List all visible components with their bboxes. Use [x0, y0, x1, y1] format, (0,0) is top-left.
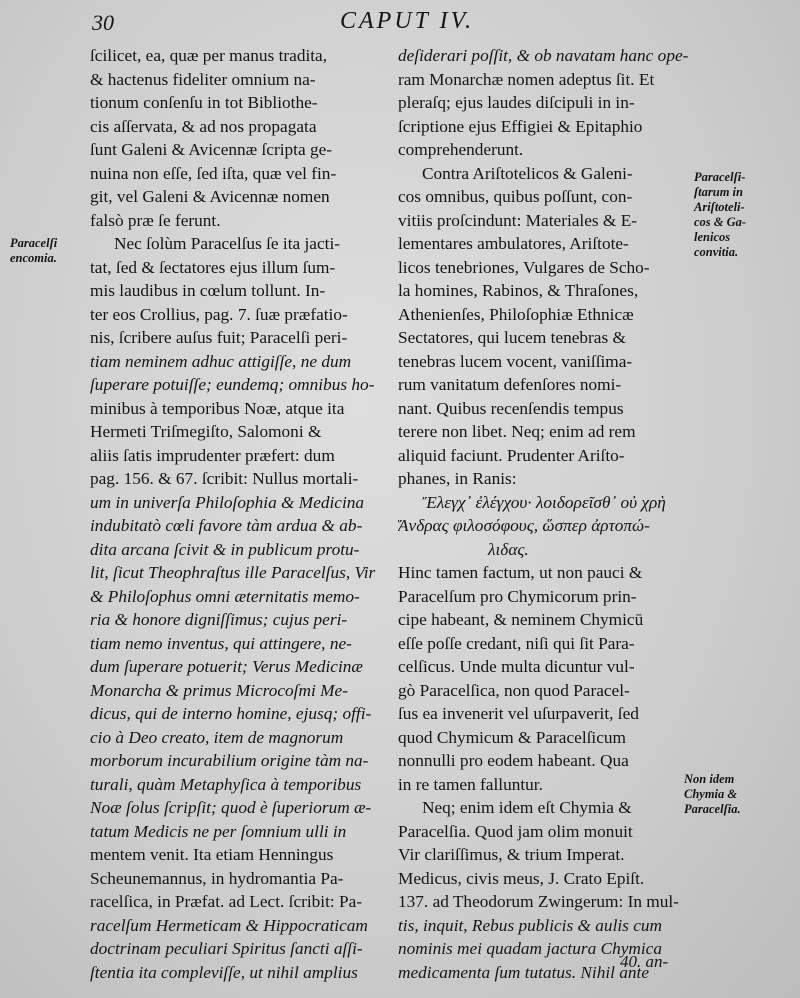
text-line: Paracelſia. Quod jam olim monuit — [398, 821, 633, 841]
text-line: Noæ ſolus ſcripſit; quod è ſuperiorum æ- — [90, 798, 372, 817]
text-line: medicamenta ſum tutatus. Nihil ante — [398, 962, 650, 982]
page-number: 30 — [92, 10, 114, 35]
text-line: pag. 156. & 67. ſcribit: Nullus mortali- — [90, 469, 359, 488]
text-line: Nec ſolùm Paracelſus ſe ita jacti- — [114, 234, 341, 253]
text-line: cio à Deo creato, item de magnorum — [90, 727, 344, 747]
text-line: terere non libet. Neq; enim ad rem — [398, 422, 636, 441]
text-line: celſicus. Unde multa dicuntur vul- — [398, 657, 635, 676]
text-line: nominis mei quadam jactura Chymica — [398, 939, 662, 958]
text-line: nis, ſcribere auſus fuit; Paracelſi peri- — [90, 328, 348, 347]
margin-note-chymia: Non idem Chymia & Paracelſia. — [684, 772, 741, 816]
text-line: ria & honore digniſſimus; cujus peri- — [90, 610, 348, 629]
text-line: turali, quàm Metaphyſica à temporibus — [90, 774, 362, 794]
text-line: tat, ſed & ſectatores ejus illum ſum- — [90, 257, 336, 277]
text-line: ram Monarchæ nomen adeptus ſit. Et — [398, 69, 655, 89]
text-line: Medicus, civis meus, J. Crato Epiſt. — [398, 868, 645, 888]
text-line: la homines, Rabinos, & Thraſones, — [398, 281, 639, 300]
text-line: Hermeti Triſmegiſto, Salomoni & — [90, 422, 322, 441]
text-line: Scheunemannus, in hydromantia Pa- — [90, 868, 344, 888]
text-line: ſuperare potuiſſe; eundemq; omnibus ho- — [90, 375, 375, 394]
text-line: aliis ſatis imprudenter præfert: dum — [90, 445, 335, 465]
text-line: falsò præ ſe ferunt. — [90, 210, 221, 230]
text-line: cis aſſervata, & ad nos propagata — [90, 116, 317, 136]
text-line: Contra Ariſtotelicos & Galeni- — [422, 163, 633, 183]
text-line: doctrinam peculiari Spiritus ſancti aſſi- — [90, 939, 363, 958]
text-line: gò Paracelſica, non quod Paracel- — [398, 680, 630, 700]
text-line: tenebras lucem vocent, vaniſſima- — [398, 351, 633, 371]
text-line: Vir clariſſimus, & trium Imperat. — [398, 845, 625, 864]
text-line: 137. ad Theodorum Zwingerum: In mul- — [398, 892, 679, 911]
text-line: ſtentia ita compleviſſe, ut nihil amplius — [90, 962, 358, 982]
greek-line: λιδας. — [488, 539, 529, 559]
text-line: quod Chymicum & Paracelſicum — [398, 727, 626, 747]
text-line: eſſe poſſe credant, niſi qui ſit Para- — [398, 633, 635, 653]
text-line: lit, ſicut Theophraſtus ille Paracelſus, Vir — [90, 563, 376, 582]
text-line: tis, inquit, Rebus publicis & aulis cum — [398, 915, 663, 935]
text-line: ſunt Galeni & Avicennæ ſcripta ge- — [90, 140, 333, 159]
text-line: & hactenus fideliter omnium na- — [90, 69, 316, 89]
text-line: dum ſuperare potuerit; Verus Medicinæ — [90, 657, 363, 676]
text-line: racelſica, in Præfat. ad Lect. ſcribit: Pa- — [90, 892, 363, 911]
text-line: phanes, in Ranis: — [398, 469, 517, 488]
text-line: cipe habeant, & neminem Chymicū — [398, 610, 644, 629]
text-line: dicus, qui de interno homine, ejusq; offi- — [90, 704, 372, 723]
text-line: lementares ambulatores, Ariſtote- — [398, 234, 629, 253]
text-line: & Philoſophus omni æternitatis memo- — [90, 586, 360, 606]
text-line: vitiis proſcindunt: Materiales & E- — [398, 210, 638, 230]
text-line: ſcriptione ejus Effigiei & Epitaphio — [398, 116, 643, 136]
text-line: Sectatores, qui lucem tenebras & — [398, 328, 626, 347]
text-line: morborum incurabilium origine tàm na- — [90, 751, 369, 770]
catchword: 40. an- — [620, 952, 669, 971]
greek-line: Ἄνδρας φιλοσόφους, ὥσπερ ἀρτοπώ- — [398, 516, 650, 535]
greek-line: Ἔλεγχ᾽ ἐλέγχου· λοιδορεῖσθ᾽ οὐ χρὴ — [422, 492, 666, 512]
margin-note-encomia: Paracelſi encomia. — [10, 236, 58, 265]
text-line: um in univerſa Philoſophia & Medicina — [90, 492, 365, 512]
text-line: rum vanitatum defenſores nomi- — [398, 375, 622, 394]
running-head: CAPUT IV. — [340, 8, 475, 34]
text-line: tiam nemo inventus, qui attingere, ne- — [90, 633, 352, 653]
text-line: cos omnibus, quibus poſſunt, con- — [398, 187, 633, 206]
right-column — [398, 44, 698, 984]
text-line: minibus à temporibus Noæ, atque ita — [90, 398, 345, 418]
text-line: ter eos Crollius, pag. 7. ſuæ præfatio- — [90, 304, 348, 324]
text-line: nonnulli pro eodem habeant. Qua — [398, 751, 629, 770]
text-line: nant. Quibus recenſendis tempus — [398, 398, 624, 418]
text-line: ſus ea invenerit vel uſurpaverit, ſed — [398, 704, 639, 723]
text-line: nuina non eſſe, ſed iſta, quæ vel fin- — [90, 163, 337, 183]
text-line: indubitatò cœli favore tàm ardua & ab- — [90, 516, 363, 535]
text-line: aliquid faciunt. Prudenter Ariſto- — [398, 445, 625, 465]
left-column — [90, 44, 390, 984]
text-line: pleraſq; ejus laudes diſcipuli in in- — [398, 93, 635, 112]
text-line: tatum Medicis ne per ſomnium ulli in — [90, 821, 347, 841]
text-line: Paracelſum pro Chymicorum prin- — [398, 586, 637, 606]
text-line: comprehenderunt. — [398, 140, 524, 159]
text-line: mentem venit. Ita etiam Henningus — [90, 845, 334, 864]
text-line: dita arcana ſcivit & in publicum protu- — [90, 539, 360, 559]
text-line: Athenienſes, Philoſophiæ Ethnicæ — [398, 304, 634, 324]
text-line: in re tamen falluntur. — [398, 774, 543, 794]
text-line: licos tenebriones, Vulgares de Scho- — [398, 257, 650, 277]
text-line: deſiderari poſſit, & ob navatam hanc ope- — [398, 46, 689, 65]
text-line: racelſum Hermeticam & Hippocraticam — [90, 915, 368, 935]
text-line: ſcilicet, ea, quæ per manus tradita, — [90, 46, 328, 65]
text-line: tionum conſenſu in tot Bibliothe- — [90, 93, 318, 112]
text-line: git, vel Galeni & Avicennæ nomen — [90, 187, 330, 206]
text-line: Monarcha & primus Microcoſmi Me- — [90, 680, 348, 700]
text-line: mis laudibus in cœlum tollunt. In- — [90, 281, 326, 300]
margin-note-convitia: Paracelſi- ſtarum in Ariſtoteli- cos & Ga- lenicos convitia. — [694, 170, 747, 259]
text-line: Hinc tamen factum, ut non pauci & — [398, 563, 643, 582]
text-line: tiam neminem adhuc attigiſſe, ne dum — [90, 351, 352, 371]
text-line: Neq; enim idem eſt Chymia & — [422, 798, 632, 817]
